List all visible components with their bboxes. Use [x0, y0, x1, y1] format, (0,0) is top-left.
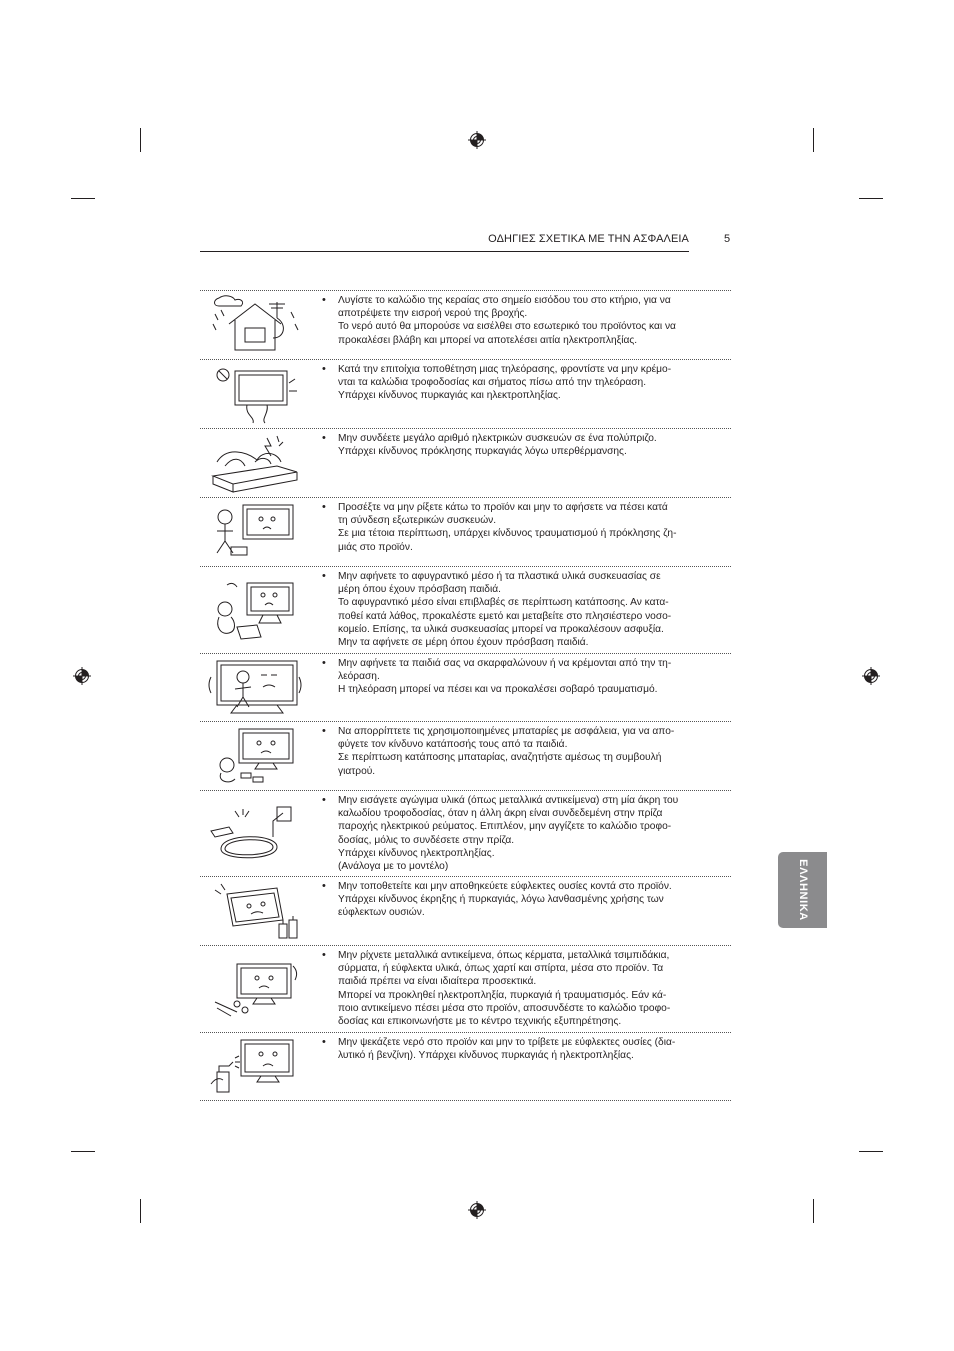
item-text-line: Σε περίπτωση κατάποσης μπαταρίας, αναζητήστε αμέσως τη συμβουλή [338, 752, 662, 764]
item-text-line: Μην συνδέετε μεγάλο αριθμό ηλεκτρικών συσκευών σε ένα πολύπριζο. [338, 433, 657, 444]
item-text-line: Σε μια τέτοια περίπτωση, υπάρχει κίνδυνος τραυματισμού ή πρόκλησης ζη- [338, 528, 677, 540]
item-text-line: Κατά την επιτοίχια τοποθέτηση μιας τηλεόρασης, φροντίστε να μην κρέμο- [338, 364, 672, 375]
bullet-icon: • [322, 880, 326, 892]
item-text-line: εύφλεκτων ουσιών. [338, 907, 425, 919]
item-text-line: δοσίας και επικοινωνήστε με το κέντρο τεχνικής εξυπηρέτησης. [338, 1016, 622, 1028]
safety-item [200, 290, 731, 359]
child-climbing-tv-illustration [200, 654, 310, 721]
item-text-line: προκαλέσει βλάβη και μπορεί να αποτελέσει αιτία ηλεκτροπληξίας. [338, 334, 638, 346]
bullet-icon: • [322, 501, 326, 513]
item-text-line: Μην εισάγετε αγώγιμα υλικά (όπως μεταλλικά αντικείμενα) στη μία άκρη του [338, 795, 679, 806]
metal-objects-illustration [200, 946, 310, 1032]
safety-item [200, 428, 731, 497]
item-text-line: παροχής ηλεκτρικού ρεύματος. Επιπλέον, μην αγγίζετε το καλώδιο τροφο- [338, 821, 672, 833]
item-text-line: Λυγίστε το καλώδιο της κεραίας στο σημείο εισόδου του στο κτήριο, για να [338, 295, 671, 306]
item-text-line: Υπάρχει κίνδυνος έκρηξης ή πυρκαγιάς, λόγω λανθασμένης χρήσης των [338, 894, 664, 906]
item-text-line: Υπάρχει κίνδυνος πυρκαγιάς και ηλεκτροπληξίας. [338, 390, 561, 402]
registration-mark-icon [862, 667, 880, 685]
spray-water-illustration [200, 1033, 310, 1100]
item-text-line: κομείο. Επίσης, τα υλικά συσκευασίας μπορεί να προκαλέσουν ασφυξία. [338, 623, 664, 635]
item-text-line: Μην αφήνετε τα παιδιά σας να σκαρφαλώνουν ή να κρέμονται από την τη- [338, 658, 672, 669]
bullet-icon: • [322, 432, 326, 444]
item-text-line: Υπάρχει κίνδυνος ηλεκτροπληξίας. [338, 847, 495, 859]
item-text-line: φύγετε τον κίνδυνο κατάποσής τους από τα παιδιά. [338, 739, 568, 751]
item-text-line: γιατρού. [338, 765, 376, 777]
safety-item [200, 876, 731, 945]
item-text-line: Μην τα αφήνετε σε μέρη όπου έχουν πρόσβαση παιδιά. [338, 637, 589, 649]
bullet-icon: • [322, 794, 326, 806]
overloaded-power-strip-illustration [200, 429, 310, 497]
item-text-line: σύρματα, ή εύφλεκτα υλικά, όπως χαρτί και σπίρτα, μέσα στο προϊόν. Τα [338, 963, 664, 975]
item-text-line: μιάς στο προϊόν. [338, 541, 413, 553]
safety-item [200, 1032, 731, 1101]
item-text-line: λεόραση. [338, 671, 380, 683]
power-cord-metal-illustration [200, 791, 310, 876]
dropped-tv-illustration [200, 498, 310, 566]
item-text-line: Προσέξτε να μην ρίξετε κάτω το προϊόν και μην το αφήσετε να πέσει κατά [338, 502, 668, 513]
safety-item [200, 790, 731, 876]
bullet-icon: • [322, 363, 326, 375]
child-packaging-illustration [200, 567, 310, 653]
item-text-line: Μην αφήνετε το αφυγραντικό μέσο ή τα πλαστικά υλικά συσκευασίας σε [338, 571, 661, 582]
bullet-icon: • [322, 1036, 326, 1048]
bullet-icon: • [322, 949, 326, 961]
safety-item [200, 359, 731, 428]
safety-item [200, 945, 731, 1032]
item-text-line: ποθεί κατά λάθος, προκαλέστε εμετό και μεταβείτε στο πλησιέστερο νοσο- [338, 610, 672, 622]
item-text-line: αποτρέψετε την εισροή νερού της βροχής. [338, 308, 528, 320]
safety-item [200, 497, 731, 566]
flammable-substances-illustration [200, 877, 310, 945]
page-header-title: ΟΔΗΓΙΕΣ ΣΧΕΤΙΚΑ ΜΕ ΤΗΝ ΑΣΦΑΛΕΙΑ [488, 233, 689, 245]
page-number: 5 [724, 233, 731, 245]
crop-mark [71, 198, 95, 199]
item-text-line: Το νερό αυτό θα μπορούσε να εισέλθει στο εσωτερικό του προϊόντος και να [338, 321, 676, 333]
item-text-line: καλωδίου τροφοδοσίας, όταν η άλλη άκρη είναι συνδεδεμένη στην πρίζα [338, 808, 663, 820]
item-text-line: νται τα καλώδια τροφοδοσίας και σήματος πίσω από την τηλεόραση. [338, 377, 647, 389]
crop-mark [140, 1199, 141, 1223]
registration-mark-icon [73, 667, 91, 685]
bullet-icon: • [322, 294, 326, 306]
item-text-line: Υπάρχει κίνδυνος πρόκλησης πυρκαγιάς λόγω υπερθέρμανσης. [338, 446, 627, 458]
bullet-icon: • [322, 570, 326, 582]
crop-mark [140, 128, 141, 152]
item-text-line: τη σύνδεση εξωτερικών συσκευών. [338, 515, 497, 527]
item-text-line: Το αφυγραντικό μέσο είναι επιβλαβές σε περίπτωση κατάποσης. Αν κατα- [338, 597, 669, 609]
crop-mark [813, 128, 814, 152]
safety-item [200, 566, 731, 653]
child-battery-illustration [200, 722, 310, 790]
language-side-tab [778, 852, 827, 928]
bullet-icon: • [322, 725, 326, 737]
item-text-line: ποιο αντικείμενο πέσει μέσα στο προϊόν, αποσυνδέστε το καλώδιο τροφο- [338, 1002, 671, 1014]
header-rule [200, 251, 689, 252]
item-text-line: Μην ψεκάζετε νερό στο προϊόν και μην το τρίβετε με εύφλεκτες ουσίες (δια- [338, 1037, 676, 1048]
safety-instruction-list [200, 290, 731, 1101]
item-text-line: Η τηλεόραση μπορεί να πέσει και να προκαλέσει σοβαρό τραυματισμό. [338, 684, 658, 696]
item-text-line: Να απορρίπτετε τις χρησιμοποιημένες μπαταρίες με ασφάλεια, για να απο- [338, 726, 675, 737]
crop-mark [813, 1199, 814, 1223]
item-text-line: Μπορεί να προκληθεί ηλεκτροπληξία, πυρκαγιά ή τραυματισμός. Εάν κά- [338, 989, 667, 1001]
item-text-line: μέρη όπου έχουν πρόσβαση παιδιά. [338, 584, 501, 596]
crop-mark [71, 1151, 95, 1152]
safety-item [200, 653, 731, 721]
bullet-icon: • [322, 657, 326, 669]
item-text-line: παιδιά πρέπει να είναι ιδιαίτερα προσεκτικά. [338, 976, 537, 988]
item-text-line: Μην ρίχνετε μεταλλικά αντικείμενα, όπως κέρματα, μεταλλικά τσιμπιδάκια, [338, 950, 670, 961]
house-antenna-illustration [200, 291, 310, 359]
wall-mount-cables-illustration [200, 360, 310, 428]
registration-mark-icon [468, 131, 486, 149]
item-text-line: (Ανάλογα με το μοντέλο) [338, 861, 449, 873]
item-text-line: Μην τοποθετείτε και μην αποθηκεύετε εύφλεκτες ουσίες κοντά στο προϊόν. [338, 881, 672, 892]
item-text-line: δοσίας, μόλις το συνδέσετε στην πρίζα. [338, 834, 515, 846]
language-side-tab-label: ΕΛΛΗΝΙΚΑ [796, 859, 809, 921]
registration-mark-icon [468, 1201, 486, 1219]
crop-mark [859, 1151, 883, 1152]
safety-item [200, 721, 731, 790]
crop-mark [859, 198, 883, 199]
item-text-line: λυτικό ή βενζίνη). Υπάρχει κίνδυνος πυρκαγιάς ή ηλεκτροπληξίας. [338, 1050, 634, 1062]
